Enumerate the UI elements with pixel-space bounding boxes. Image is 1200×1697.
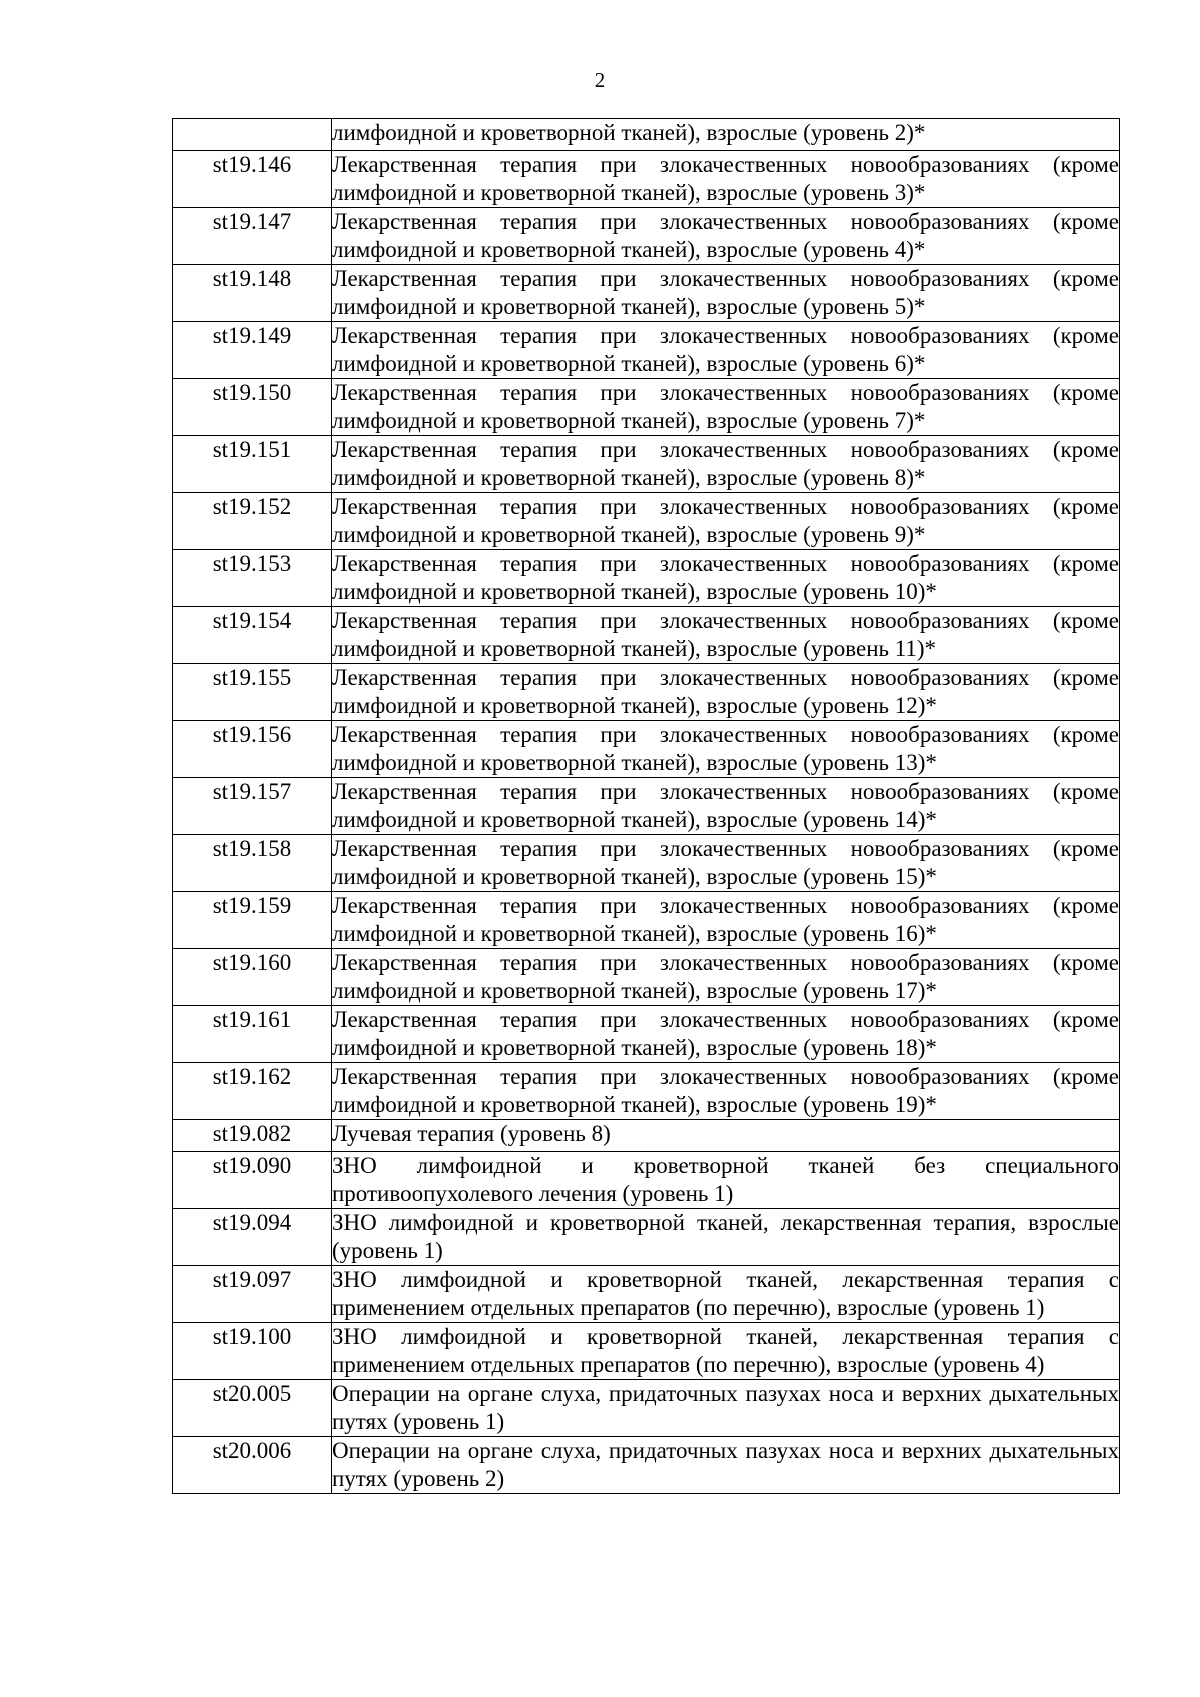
description-cell: ЗНО лимфоидной и кроветворной тканей, лекарственная терапия, взрослые (уровень 1) — [332, 1209, 1120, 1266]
table-row — [173, 778, 1120, 835]
code-cell: st19.160 — [173, 949, 332, 1006]
description-cell: ЗНО лимфоидной и кроветворной тканей, лекарственная терапия с применением отдельных препаратов (по перечню), взрослые (уровень 4) — [332, 1323, 1120, 1380]
code-cell: st19.090 — [173, 1152, 332, 1209]
description-cell: лимфоидной и кроветворной тканей), взрослые (уровень 2)* — [332, 119, 1120, 151]
table-row — [173, 1063, 1120, 1120]
description-cell: Операции на органе слуха, придаточных пазухах носа и верхних дыхательных путях (уровень 1) — [332, 1380, 1120, 1437]
table-row — [173, 721, 1120, 778]
table-row — [173, 1006, 1120, 1063]
page-number: 2 — [594, 68, 606, 92]
description-cell: Лучевая терапия (уровень 8) — [332, 1120, 1120, 1152]
tariff-table — [172, 118, 1120, 1494]
table-row — [173, 607, 1120, 664]
table-row — [173, 1120, 1120, 1152]
table-row — [173, 265, 1120, 322]
description-cell: Лекарственная терапия при злокачественных новообразованиях (кроме лимфоидной и кроветворной тканей), взрослые (уровень 10)* — [332, 550, 1120, 607]
description-cell: Лекарственная терапия при злокачественных новообразованиях (кроме лимфоидной и кроветворной тканей), взрослые (уровень 13)* — [332, 721, 1120, 778]
description-cell: Лекарственная терапия при злокачественных новообразованиях (кроме лимфоидной и кроветворной тканей), взрослые (уровень 5)* — [332, 265, 1120, 322]
table-row — [173, 892, 1120, 949]
code-cell: st19.149 — [173, 322, 332, 379]
description-cell: ЗНО лимфоидной и кроветворной тканей, лекарственная терапия с применением отдельных препаратов (по перечню), взрослые (уровень 1) — [332, 1266, 1120, 1323]
code-cell: st19.151 — [173, 436, 332, 493]
description-cell: Лекарственная терапия при злокачественных новообразованиях (кроме лимфоидной и кроветворной тканей), взрослые (уровень 7)* — [332, 379, 1120, 436]
code-cell: st19.158 — [173, 835, 332, 892]
table-row — [173, 1323, 1120, 1380]
description-cell: Лекарственная терапия при злокачественных новообразованиях (кроме лимфоидной и кроветворной тканей), взрослые (уровень 4)* — [332, 208, 1120, 265]
description-cell: ЗНО лимфоидной и кроветворной тканей без специального противоопухолевого лечения (уровень 1) — [332, 1152, 1120, 1209]
table-row — [173, 1266, 1120, 1323]
code-cell: st19.082 — [173, 1120, 332, 1152]
table-row — [173, 493, 1120, 550]
description-cell: Лекарственная терапия при злокачественных новообразованиях (кроме лимфоидной и кроветворной тканей), взрослые (уровень 15)* — [332, 835, 1120, 892]
table-row — [173, 949, 1120, 1006]
code-cell: st20.005 — [173, 1380, 332, 1437]
description-cell: Лекарственная терапия при злокачественных новообразованиях (кроме лимфоидной и кроветворной тканей), взрослые (уровень 19)* — [332, 1063, 1120, 1120]
table-row — [173, 1209, 1120, 1266]
description-cell: Лекарственная терапия при злокачественных новообразованиях (кроме лимфоидной и кроветворной тканей), взрослые (уровень 3)* — [332, 151, 1120, 208]
code-cell: st19.097 — [173, 1266, 332, 1323]
code-cell: st19.153 — [173, 550, 332, 607]
description-cell: Лекарственная терапия при злокачественных новообразованиях (кроме лимфоидной и кроветворной тканей), взрослые (уровень 12)* — [332, 664, 1120, 721]
code-cell: st19.156 — [173, 721, 332, 778]
code-cell: st19.146 — [173, 151, 332, 208]
description-cell: Операции на органе слуха, придаточных пазухах носа и верхних дыхательных путях (уровень 2) — [332, 1437, 1120, 1494]
code-cell: st19.162 — [173, 1063, 332, 1120]
description-cell: Лекарственная терапия при злокачественных новообразованиях (кроме лимфоидной и кроветворной тканей), взрослые (уровень 16)* — [332, 892, 1120, 949]
code-cell: st20.006 — [173, 1437, 332, 1494]
table-row — [173, 1380, 1120, 1437]
table-row — [173, 436, 1120, 493]
code-cell: st19.157 — [173, 778, 332, 835]
description-cell: Лекарственная терапия при злокачественных новообразованиях (кроме лимфоидной и кроветворной тканей), взрослые (уровень 14)* — [332, 778, 1120, 835]
code-cell: st19.159 — [173, 892, 332, 949]
code-cell: st19.152 — [173, 493, 332, 550]
table-row — [173, 208, 1120, 265]
code-cell: st19.094 — [173, 1209, 332, 1266]
code-cell: st19.150 — [173, 379, 332, 436]
table-row — [173, 1437, 1120, 1494]
description-cell: Лекарственная терапия при злокачественных новообразованиях (кроме лимфоидной и кроветворной тканей), взрослые (уровень 9)* — [332, 493, 1120, 550]
table-row — [173, 664, 1120, 721]
code-cell: st19.148 — [173, 265, 332, 322]
table-row — [173, 379, 1120, 436]
code-cell — [173, 119, 332, 151]
description-cell: Лекарственная терапия при злокачественных новообразованиях (кроме лимфоидной и кроветворной тканей), взрослые (уровень 17)* — [332, 949, 1120, 1006]
table-row — [173, 550, 1120, 607]
description-cell: Лекарственная терапия при злокачественных новообразованиях (кроме лимфоидной и кроветворной тканей), взрослые (уровень 11)* — [332, 607, 1120, 664]
description-cell: Лекарственная терапия при злокачественных новообразованиях (кроме лимфоидной и кроветворной тканей), взрослые (уровень 8)* — [332, 436, 1120, 493]
code-cell: st19.155 — [173, 664, 332, 721]
code-cell: st19.161 — [173, 1006, 332, 1063]
table-body — [173, 119, 1120, 1494]
code-cell: st19.154 — [173, 607, 332, 664]
table-row — [173, 1152, 1120, 1209]
description-cell: Лекарственная терапия при злокачественных новообразованиях (кроме лимфоидной и кроветворной тканей), взрослые (уровень 6)* — [332, 322, 1120, 379]
description-cell: Лекарственная терапия при злокачественных новообразованиях (кроме лимфоидной и кроветворной тканей), взрослые (уровень 18)* — [332, 1006, 1120, 1063]
table-row — [173, 119, 1120, 151]
table-row — [173, 322, 1120, 379]
table-row — [173, 835, 1120, 892]
table-row — [173, 151, 1120, 208]
code-cell: st19.100 — [173, 1323, 332, 1380]
code-cell: st19.147 — [173, 208, 332, 265]
